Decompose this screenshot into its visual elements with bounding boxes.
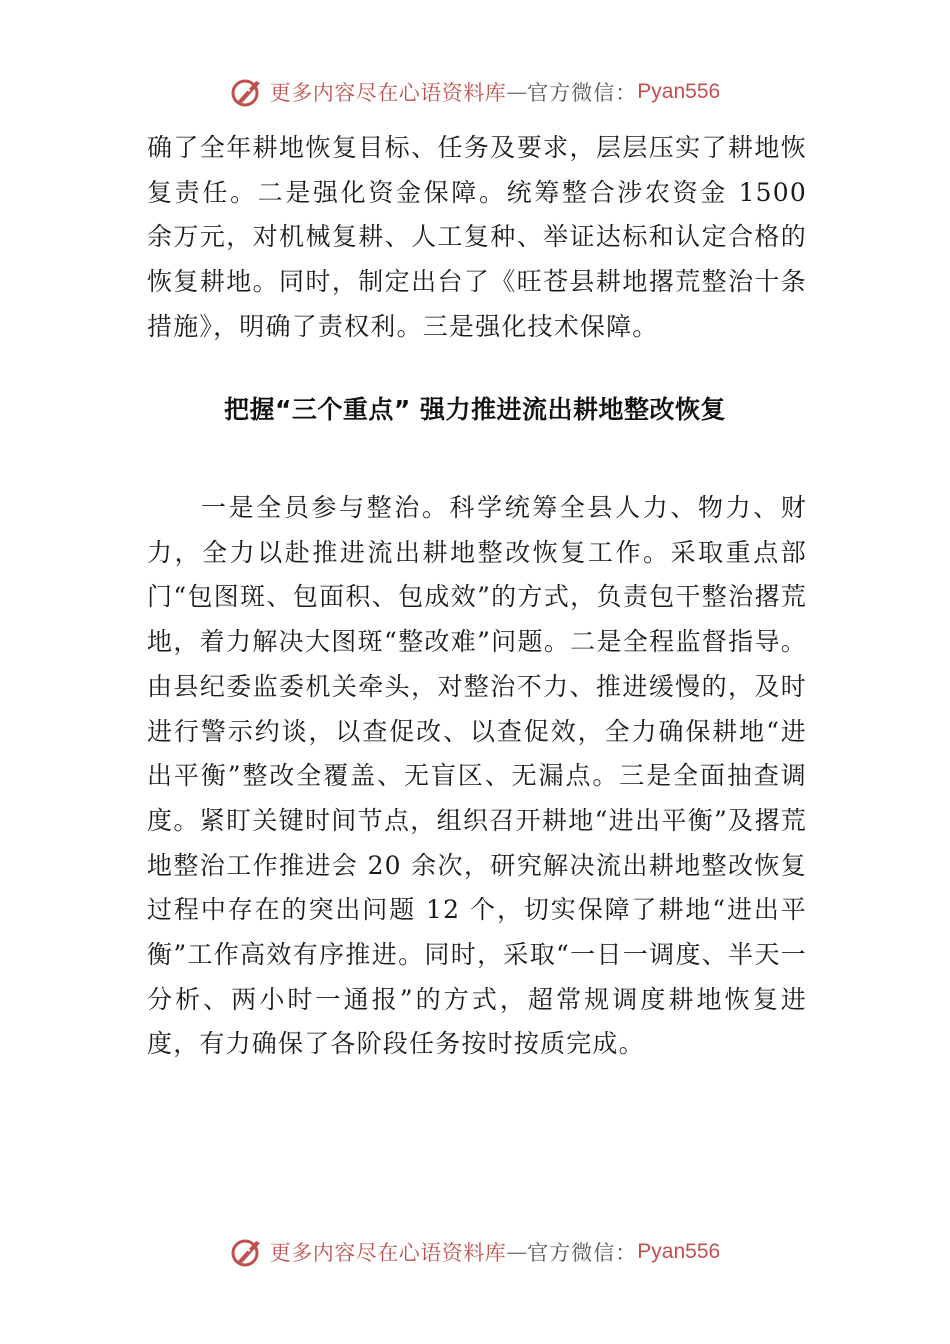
paragraph-section bbox=[147, 486, 807, 1067]
footer-banner-dash: — bbox=[506, 1240, 528, 1264]
footer-wechat-label: 官方微信： bbox=[527, 1241, 638, 1265]
footer-wechat-id: Pyan556 bbox=[637, 1240, 721, 1263]
header-banner bbox=[0, 72, 950, 112]
pen-seal-icon bbox=[230, 75, 264, 109]
paragraph-continued bbox=[147, 126, 807, 350]
banner-wechat-id: Pyan556 bbox=[637, 80, 721, 103]
footer-banner-title: 更多内容尽在心语资料库 bbox=[269, 1241, 507, 1265]
body-paragraph-2: 一是全员参与整治。科学统筹全县人力、物力、财力，全力以赴推进流出耕地整改恢复工作。采取重点部门“包图斑、包面积、包成效”的方式，负责包干整治撂荒地，着力解决大图斑“整改难”问题。二是全程监督指导。由县纪委监委机关牵头，对整治不力、推进缓慢的，及时进行警示约谈，以查促改、以查促效，全力确保耕地“进出平衡”整改全覆盖、无盲区、无漏点。三是全面抽查调度。紧盯关键时间节点，组织召开耕地“进出平衡”及撂荒地整治工作推进会 20 余次，研究解决流出耕地整改恢复过程中存在的突出问题 12 个，切实保障了耕地“进出平衡”工作高效有序推进。同时，采取“一日一调度、半天一分析、两小时一通报”的方式，超常规调度耕地恢复进度，有力确保了各阶段任务按时按质完成。 bbox=[147, 493, 807, 1059]
section-heading: 把握“三个重点” 强力推进流出耕地整改恢复 bbox=[223, 395, 727, 424]
pen-seal-icon bbox=[230, 1235, 264, 1269]
body-paragraph-1: 确了全年耕地恢复目标、任务及要求，层层压实了耕地恢复责任。二是强化资金保障。统筹整合涉农资金 1500 余万元，对机械复耕、人工复种、举证达标和认定合格的恢复耕地。同时，制定出台了《旺苍县耕地撂荒整治十条措施》，明确了责权利。三是强化技术保障。 bbox=[147, 133, 807, 341]
banner-title: 更多内容尽在心语资料库 bbox=[269, 81, 507, 105]
banner-wechat-label: 官方微信： bbox=[527, 81, 638, 105]
banner-dash: — bbox=[506, 80, 528, 104]
footer-banner bbox=[0, 1232, 950, 1272]
